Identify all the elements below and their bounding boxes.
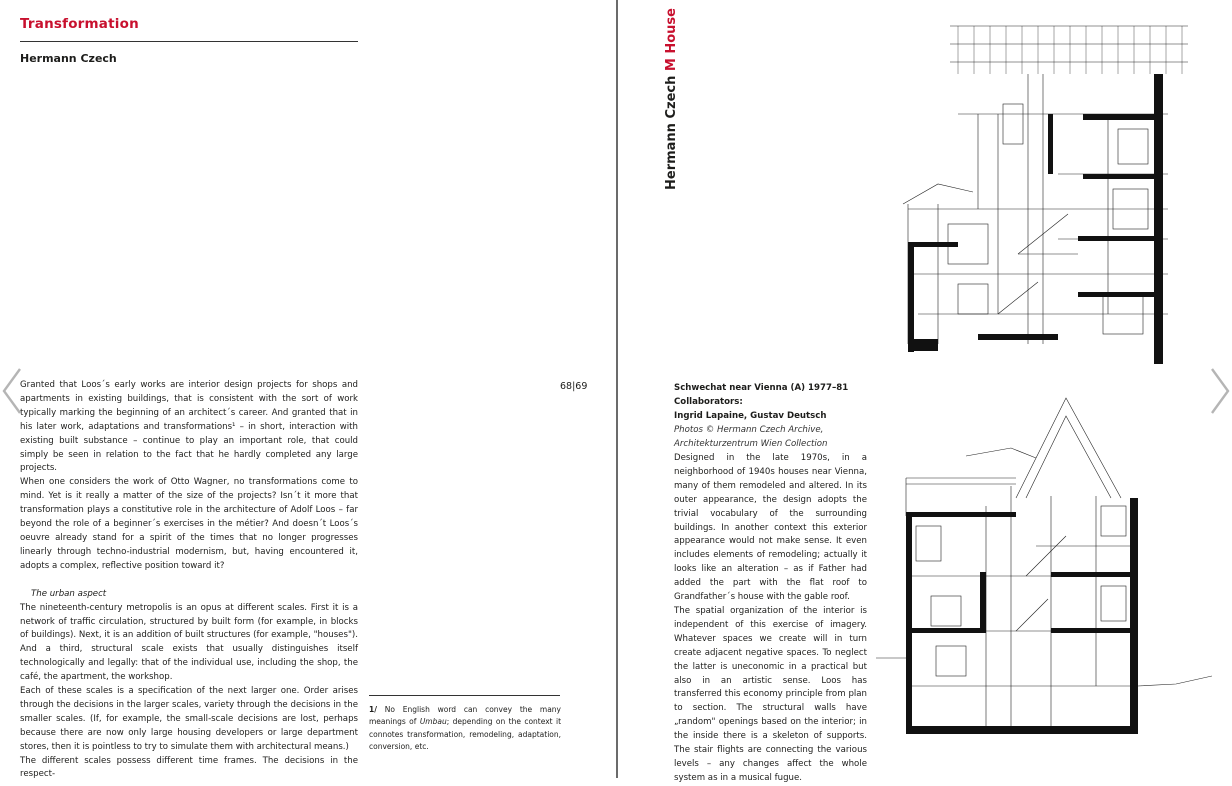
section-drawing-top [878,14,1214,374]
project-location: Schwechat near Vienna (A) 1977–81 [674,383,849,393]
project-description [674,452,867,786]
author-name: Hermann Czech [20,52,117,65]
vertical-title-project: M House [664,8,679,72]
collaborators: Ingrid Lapaine, Gustav Deutsch [674,410,827,421]
paragraph: The spatial organization of the interior is independent of this exercise of imagery. Whatever spaces we create will in turn create adjacent negative spaces. To neglect the latter is uneconomic in a practical but also in an artistic sense. Loos has transferred this economy principle from plan to section. The structural walls have „random" openings based on the interior; in the inside there is a skeleton of supports. The stair flights are connecting the various levels – any changes affect the whole system as in a musical fugue. [674,605,867,783]
footnote-text-after: ; depending on the context it connotes transformation, remodeling, adaptation, conversion, etc. [369,717,562,751]
essay-body [20,379,358,782]
photo-credit: Photos © Hermann Czech Archive, Architekturzentrum Wien Collection [674,424,828,449]
left-page [0,0,616,778]
project-info [674,382,867,452]
chevron-right-icon [1206,366,1232,416]
subheading: The urban aspect [31,588,107,599]
footnote-rule [369,695,560,696]
paragraph: Granted that Loos´s early works are interior design projects for shops and apartments in existing buildings, that is consistent with the sort of work typically marking the beginning of an architect´s career. And granted that in his later work, adaptations and transformations¹ – in short, interaction with existing built substance – continue to play an important role, that could simply be seen in relation to the fact that he hardly completed any large projects. [20,380,358,474]
paragraph: The nineteenth-century metropolis is an opus at different scales. First it is a network of traffic circulation, structured by built form (for example, in blocks of buildings). Next, it is an addition of built structures (for example, "houses"). And a third, structural scale exists that usually distinguishes itself technologically and legally: that of the individual use, including the shop, the café, the apartment, the workshop. [20,602,358,683]
vertical-title-author: Hermann Czech [664,75,679,190]
book-spine [616,0,618,778]
vertical-project-title [664,8,679,190]
paragraph: Designed in the late 1970s, in a neighborhood of 1940s houses near Vienna, many of them remodeled and altered. In its outer appearance, the design adopts the trivial vocabulary of the surrounding buildings. In another context this exterior appearance would not make sense. It even includes elements of remodeling; actually it looks like an alteration – as if Father had added the part with the flat roof to Grandfather´s house with the gable roof. [674,453,867,603]
collaborators-label: Collaborators: [674,396,743,407]
section-drawing-bottom [876,386,1212,748]
section-title: Transformation [20,16,139,32]
footnote-text: No English word can convey the many meanings of [369,705,562,727]
footnote-marker: 1/ [369,705,377,714]
footnote [369,704,561,753]
page-number: 68|69 [560,381,588,392]
footnote-italic: Umbau [419,717,447,727]
next-page-button[interactable] [1206,366,1232,416]
title-rule [20,41,358,42]
paragraph: Each of these scales is a specification of the next larger one. Order arises through the decisions in the larger scales, variety through the decisions in the smaller scales. (If, for example, the small-scale decisions are lost, perhaps because there are now only large housing developers or large department stores, then it is pointless to try to simulate them with architectural means.) [20,686,358,752]
paragraph: When one considers the work of Otto Wagner, no transformations come to mind. Yet is it really a matter of the size of the projects? Isn´t it more that transformation plays a constitutive role in the architecture of Adolf Loos – far beyond the role of a beginner´s exercises in the métier? And doesn´t Loos´s oeuvre already stand for a spirit of the times that no longer progresses linearly through techno-industrial modernism, but, having encountered it, adopts a complex, reflective position toward it? [20,477,358,571]
chevron-left-icon [0,366,26,416]
previous-page-button[interactable] [0,366,26,416]
paragraph: The different scales possess different time frames. The decisions in the respect- [20,755,358,780]
